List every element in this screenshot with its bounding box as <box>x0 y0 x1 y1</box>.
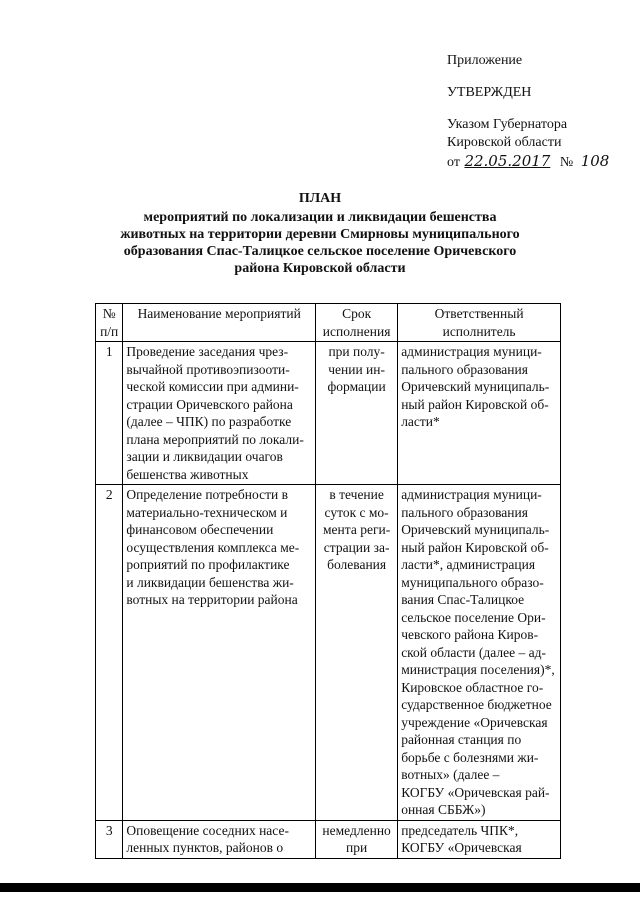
handwritten-date: 22.05.2017 <box>464 152 551 170</box>
responsible-line: ласти*, администрация <box>401 557 536 572</box>
responsible-line: сельское поселение Ори- <box>401 609 546 625</box>
responsible-line: сударственное бюджетное <box>401 697 552 712</box>
number-prefix: № <box>559 155 574 170</box>
decree-date-line <box>447 152 609 172</box>
deadline-line: страции за- <box>323 539 390 555</box>
activity-name-line: Оповещение соседних насе- <box>126 822 289 838</box>
responsible-line: ласти* <box>401 414 440 429</box>
header-responsible-line: Ответственный <box>434 306 524 321</box>
approval-block <box>447 52 609 172</box>
activity-name-line: финансовом обеспечении <box>126 522 274 537</box>
activity-name-line: (далее – ЧПК) по разработке <box>126 414 292 429</box>
activity-name-line: плана мероприятий по локали- <box>126 431 304 447</box>
handwritten-number: 108 <box>580 152 610 170</box>
activity-name-line: ленных пунктов, районов о <box>126 840 284 855</box>
scan-edge-bar <box>0 883 640 892</box>
cell-name <box>123 485 316 821</box>
activity-name-line: Определение потребности в <box>126 487 288 502</box>
title-subtitle-line: мероприятий по локализации и ликвидации бешенства <box>143 210 497 225</box>
table-row <box>96 485 561 821</box>
cell-name <box>123 342 316 485</box>
responsible-line: пального образования <box>401 361 528 377</box>
activity-name-line: Проведение заседания чрез- <box>126 344 289 359</box>
header-deadline-line: исполнения <box>322 323 391 339</box>
activity-name-line: и ликвидации бешенства жи- <box>126 574 294 590</box>
activity-name-line: осуществления комплекса ме- <box>126 539 300 555</box>
responsible-line: КОГБУ «Оричевская рай- <box>401 784 550 800</box>
activity-name-line: страции Оричевского района <box>126 396 293 412</box>
responsible-line: вотных» (далее – <box>401 767 500 782</box>
appendix-label: Приложение <box>447 53 523 68</box>
responsible-line: администрация муници- <box>401 487 542 502</box>
deadline-line: при <box>346 840 368 855</box>
header-responsible <box>398 304 561 342</box>
deadline-line: немедленно <box>322 822 391 838</box>
activity-name-line: роприятий по профилактике <box>126 557 290 572</box>
header-number-line: № <box>102 306 116 321</box>
row-number: 3 <box>96 820 123 858</box>
row-number: 1 <box>96 342 123 485</box>
responsible-line: администрация муници- <box>401 344 542 359</box>
activity-name-line: бешенства животных <box>126 466 249 482</box>
responsible-line: районная станция по <box>401 732 522 747</box>
table-body <box>96 342 561 859</box>
cell-term <box>316 342 398 485</box>
activity-name-line: ческой комиссии при админи- <box>126 379 299 394</box>
responsible-line: борьбе с болезнями жи- <box>401 749 539 765</box>
table-row <box>96 820 561 858</box>
responsible-line: муниципального образо- <box>401 574 544 590</box>
header-responsible-line: исполнитель <box>442 323 516 339</box>
responsible-line: учреждение «Оричевская <box>401 714 548 730</box>
responsible-line: Кировское областное го- <box>401 679 544 695</box>
activity-name-line: вотных на территории района <box>126 592 298 607</box>
activity-name-line: вычайной противоэпизооти- <box>126 361 290 377</box>
responsible-line: ской области (далее – ад- <box>401 644 546 660</box>
cell-resp <box>398 820 561 858</box>
responsible-line: вания Спас-Талицкое <box>401 592 525 607</box>
title-subtitle-line: животных на территории деревни Смирновы муниципального <box>120 227 520 242</box>
header-activity-name-text: Наименование мероприятий <box>137 306 301 321</box>
deadline-line: в течение <box>329 487 384 502</box>
cell-term <box>316 820 398 858</box>
deadline-line: при полу- <box>328 344 385 359</box>
decree-line-1: Указом Губернатора <box>447 117 568 132</box>
header-deadline-line: Срок <box>342 306 372 321</box>
table-row <box>96 342 561 485</box>
activity-name-line: зации и ликвидации очагов <box>126 449 283 464</box>
cell-resp <box>398 342 561 485</box>
row-number: 2 <box>96 485 123 821</box>
responsible-line: председатель ЧПК*, <box>401 822 519 838</box>
plan-table <box>95 303 561 859</box>
responsible-line: чевского района Киров- <box>401 627 539 642</box>
header-activity-name <box>123 304 316 342</box>
title-subtitle-line: района Кировской области <box>234 261 406 276</box>
cell-name <box>123 820 316 858</box>
approved-label: УТВЕРЖДЕН <box>447 85 532 100</box>
header-deadline <box>316 304 398 342</box>
responsible-line: онная СББЖ») <box>401 802 486 817</box>
decree-line-2: Кировской области <box>447 135 562 150</box>
responsible-line: пального образования <box>401 504 528 520</box>
responsible-line: министрация поселения)*, <box>401 662 555 677</box>
date-prefix: от <box>447 155 460 170</box>
title-subtitle-line: образования Спас-Талицкое сельское поселение Оричевского <box>123 244 517 259</box>
responsible-line: ный район Кировской об- <box>401 396 549 412</box>
document-title <box>90 190 550 277</box>
responsible-line: КОГБУ «Оричевская <box>401 840 522 855</box>
deadline-line: болевания <box>327 557 387 572</box>
activity-name-line: материально-техническом и <box>126 504 288 520</box>
deadline-line: суток с мо- <box>324 504 389 520</box>
header-number <box>96 304 123 342</box>
responsible-line: ный район Кировской об- <box>401 539 549 555</box>
deadline-line: мента реги- <box>323 522 391 537</box>
deadline-line: формации <box>327 379 386 394</box>
cell-term <box>316 485 398 821</box>
title-main: ПЛАН <box>298 191 342 206</box>
responsible-line: Оричевский муниципаль- <box>401 522 550 537</box>
responsible-line: Оричевский муниципаль- <box>401 379 550 394</box>
table-header-row <box>96 304 561 342</box>
cell-resp <box>398 485 561 821</box>
header-number-line: п/п <box>100 323 119 339</box>
deadline-line: чении ин- <box>328 361 385 377</box>
